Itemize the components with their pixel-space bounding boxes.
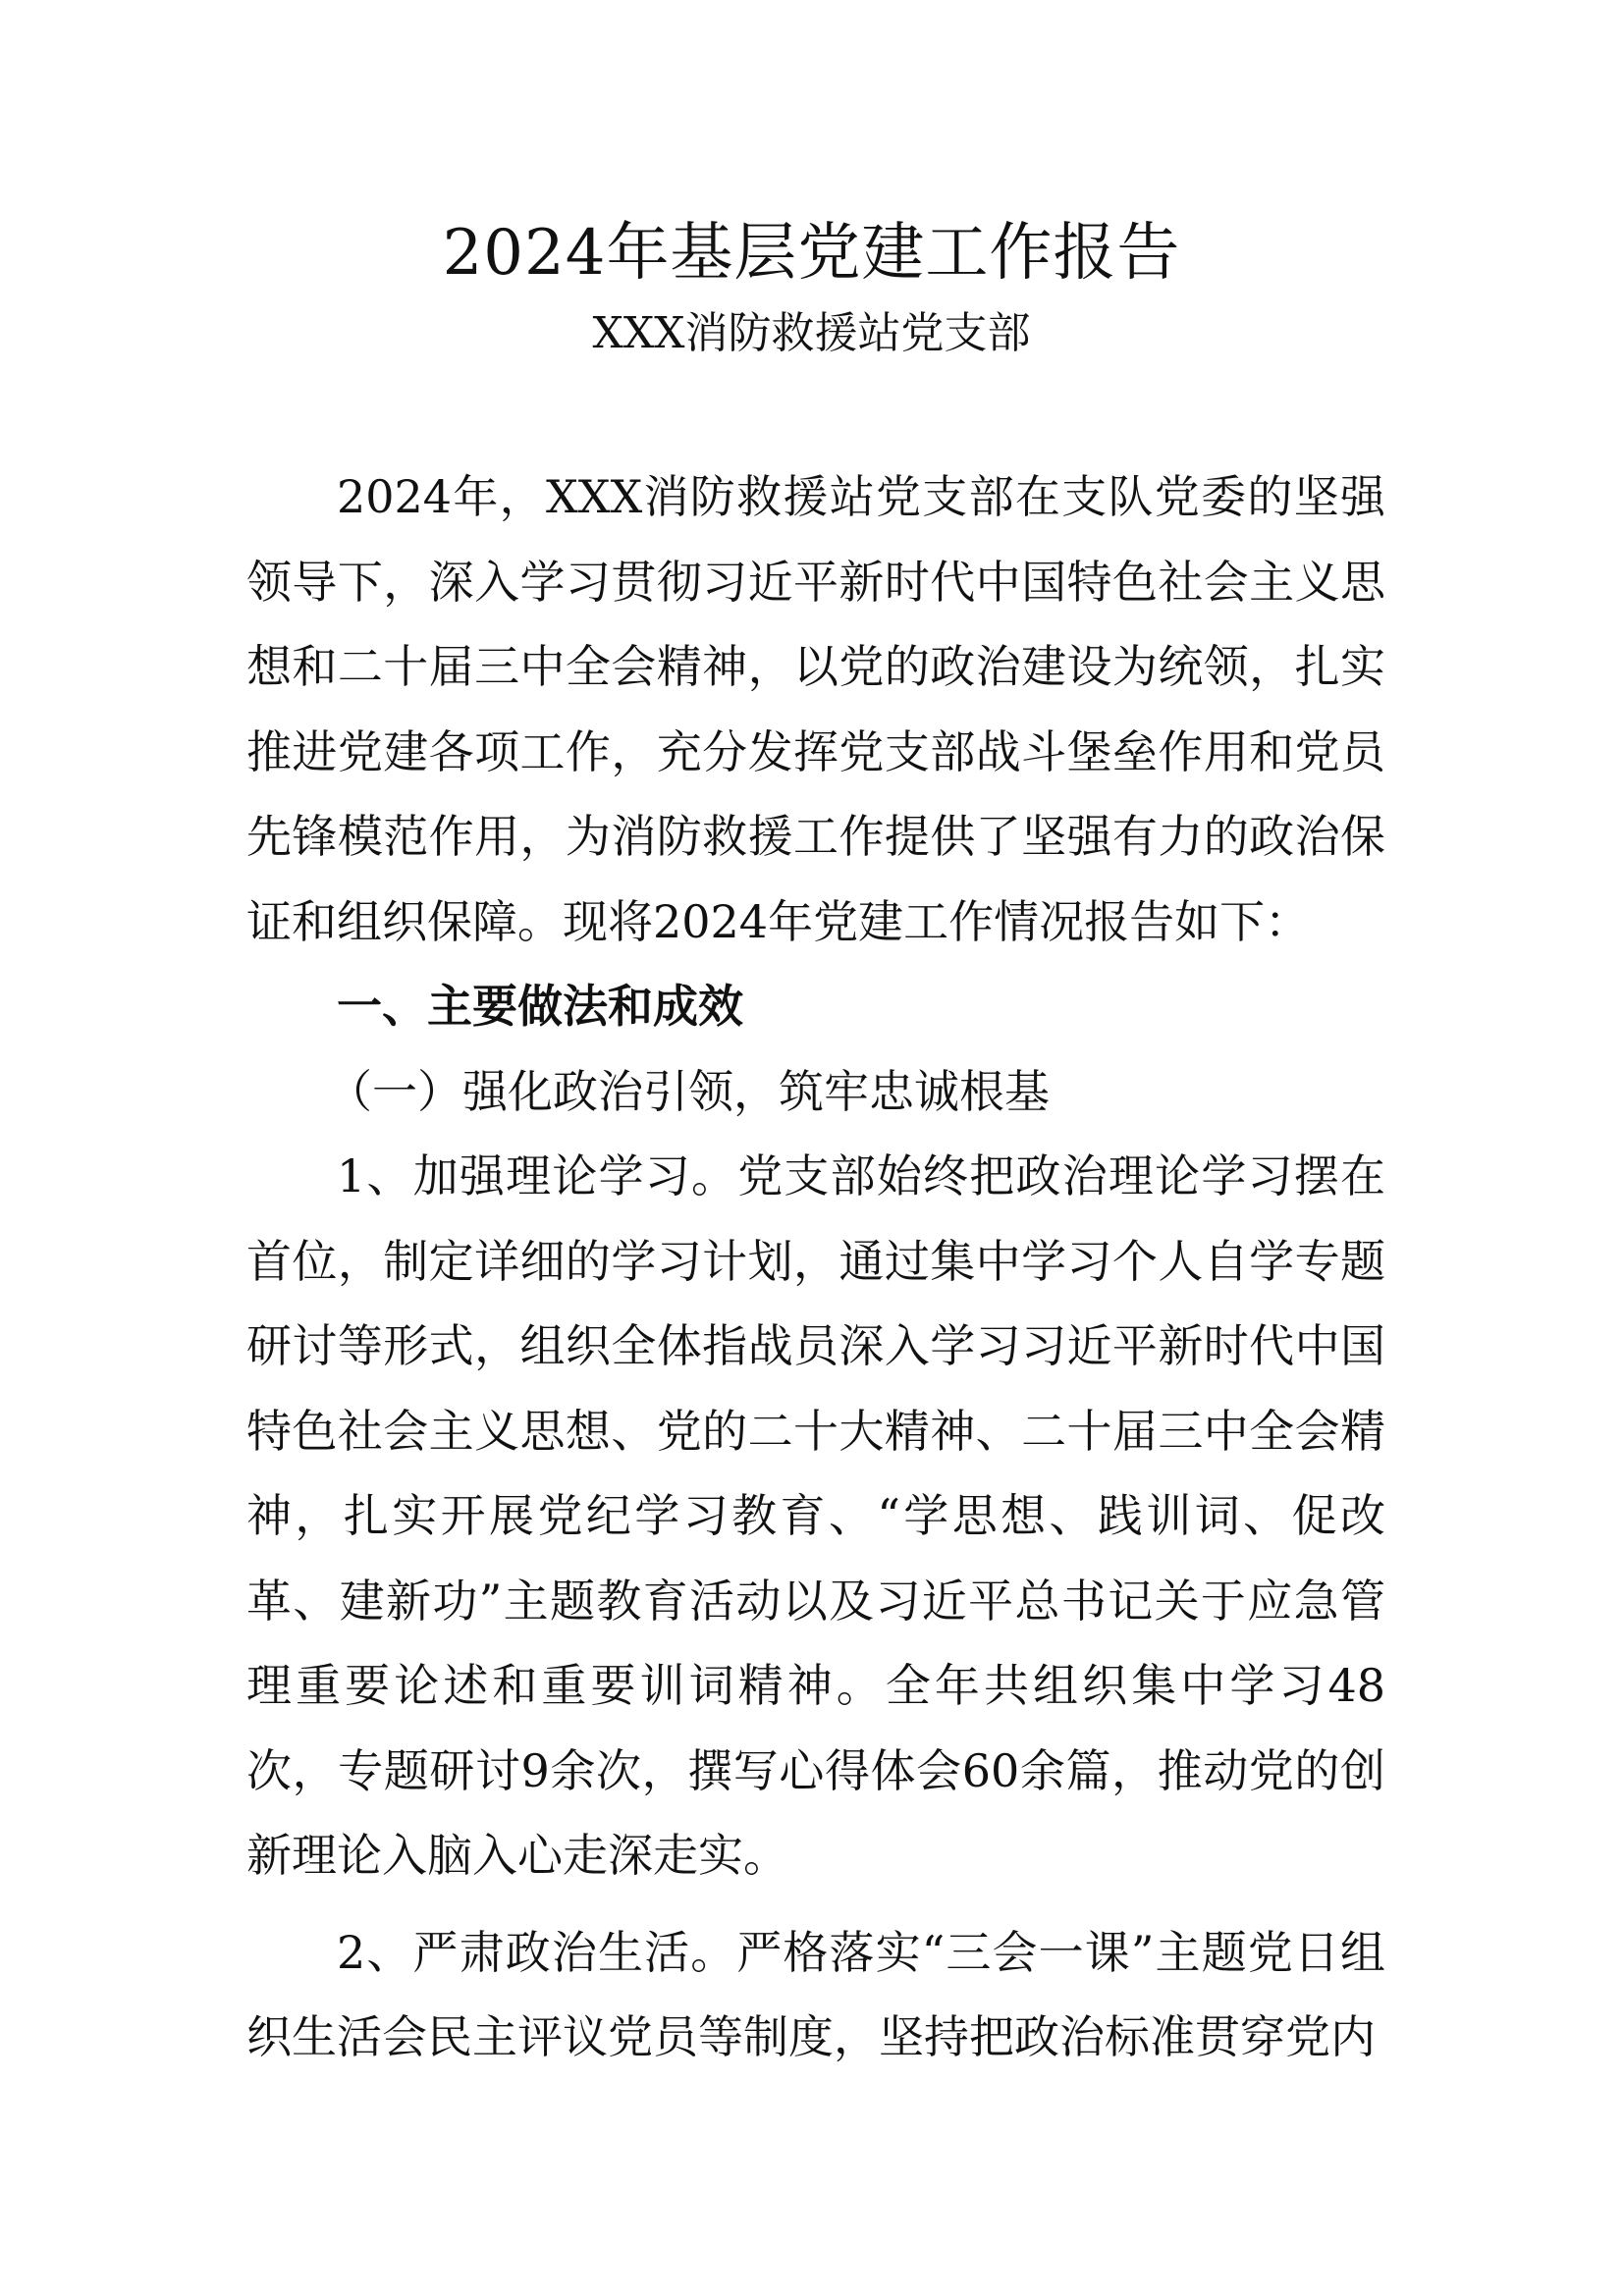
document-title: 2024年基层党建工作报告 [442,217,1181,290]
section-heading: 一、主要做法和成效 [337,980,743,1033]
intro-paragraph: 2024年，XXX消防救援站党支部在支队党委的坚强领导下，深入学习贯彻习近平新时代中国特色社会主义思想和二十届三中全会精神，以党的政治建设为统领，扎实推进党建各项工作，充分发挥党支部战斗堡垒作用和党员先锋模范作用，为消防救援工作提供了坚强有力的政治保证和组织保障。现将2024年党建工作情况报告如下： [246,470,1385,948]
subsection-heading: （一）强化政治引领，筑牢忠诚根基 [327,1064,1050,1118]
document-subtitle: XXX消防救援站党支部 [592,308,1031,358]
document-body [246,454,1385,2080]
item-paragraph-1: 1、加强理论学习。党支部始终把政治理论学习摆在首位，制定详细的学习计划，通过集中学习个人自学专题研讨等形式，组织全体指战员深入学习习近平新时代中国特色社会主义思想、党的二十大精神、二十届三中全会精神，扎实开展党纪学习教育、“学思想、践训词、促改革、建新功”主题教育活动以及习近平总书记关于应急管理重要论述和重要训词精神。全年共组织集中学习48次，专题研讨9余次，撰写心得体会60余篇，推动党的创新理论入脑入心走深走实。 [246,1149,1385,1882]
item-paragraph-2: 2、严肃政治生活。严格落实“三会一课”主题党日组织生活会民主评议党员等制度，坚持把政治标准贯穿党内 [246,1925,1385,2063]
